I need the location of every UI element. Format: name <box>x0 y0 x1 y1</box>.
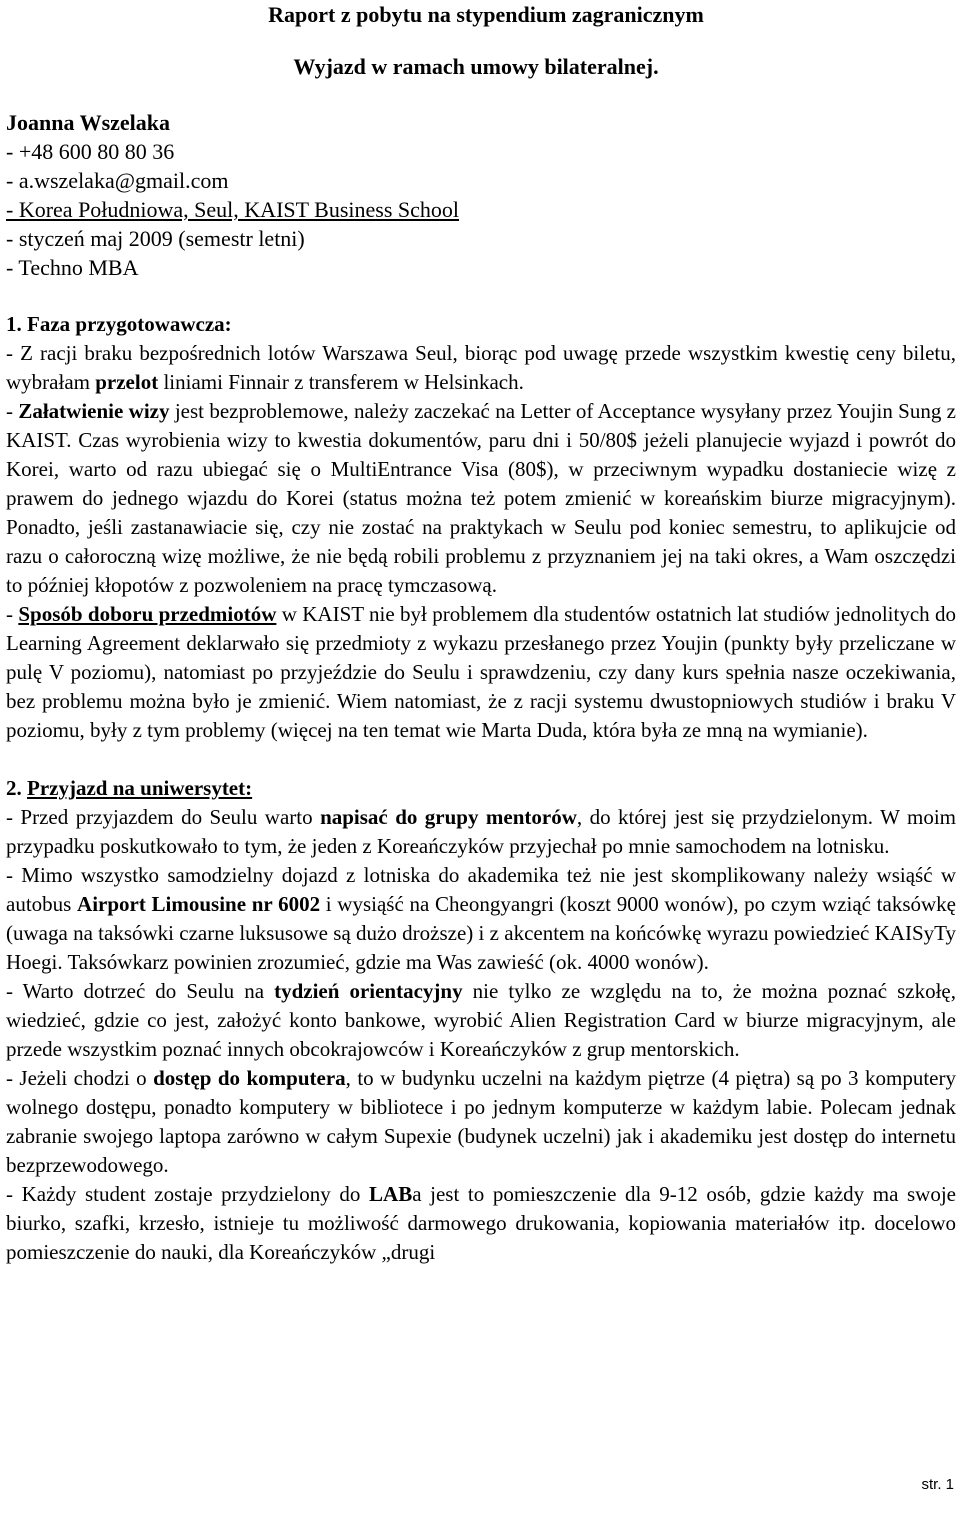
contact-location <box>6 195 606 224</box>
bold-text: Airport Limousine nr 6002 <box>77 892 321 916</box>
section-title-text: Przyjazd na uniwersytet: <box>27 776 253 800</box>
text: - Mimo wszystko samodzielny dojazd z lotniska do akademika też nie jest skomplikowany należy wsiąść w autobus <box>6 863 956 916</box>
text: jest bezproblemowe, należy zaczekać na Letter of Acceptance wysyłany przez Youjin Sung z KAIST. Czas wyrobienia wizy to kwestia dokumentów, paru dni i 50/80$ jeżeli planujecie wyjazd i powrót do Korei, warto od razu ubiegać się o MultiEntrance Visa (80$), w przeciwnym wypadku dostaniecie wizę z prawem do jednego wjazdu do Korei (status można też potem zmienić w koreańskim biurze migracyjnym). Ponadto, jeśli zastanawiacie się, czy nie zostać na praktykach w Seulu pod koniec semestru, to aplikujcie od razu o całoroczną wizę możliwe, że nie będą robili problemu z przyznaniem jej na taki okres, a Wam oszczędzi to później kłopotów z pozwoleniem na pracę tymczasową. <box>6 399 956 597</box>
contact-location-text: - Korea Południowa, Seul, KAIST Business School <box>6 197 460 222</box>
report-body <box>6 310 956 1267</box>
document-title: Raport z pobytu na stypendium zagranicznym <box>268 2 704 27</box>
text: - Warto dotrzeć do Seulu na <box>6 979 275 1003</box>
bold-text: dostęp do komputera <box>153 1066 346 1090</box>
contact-email: - a.wszelaka@gmail.com <box>6 168 229 193</box>
text: - Jeżeli chodzi o <box>6 1066 154 1090</box>
spacer <box>6 745 956 774</box>
section-2-paragraph-lab <box>6 1180 956 1267</box>
section-2-title <box>6 774 956 803</box>
author-name: Joanna Wszelaka <box>6 110 171 135</box>
text: - Każdy student zostaje przydzielony do <box>6 1182 370 1206</box>
bold-text: Załatwienie wizy <box>18 399 170 423</box>
contact-block <box>6 108 606 282</box>
contact-period: - styczeń maj 2009 (semestr letni) <box>6 226 305 251</box>
page-number: str. 1 <box>921 1476 954 1493</box>
text: - <box>6 602 19 626</box>
text: liniami Finnair z transferem w Helsinkach. <box>158 370 524 394</box>
text: a jest to pomieszczenie dla 9-12 osób, gdzie każdy ma swoje biurko, szafki, krzesło, istnieje tu możliwość darmowego drukowania, kopiowania materiałów itp. docelowo pomieszczenie do nauki, dla Koreańczyków „drugi <box>6 1182 956 1264</box>
text: i wysiąść na Cheongyangri (koszt 9000 wonów), po czym wziąć taksówkę (uwaga na taksówki czarne luksusowe są dużo droższe) i z akcentem na końcówkę wyrazu powiedzieć KAISyTy Hoegi. Taksówkarz powinien zrozumieć, gdzie ma Was zawieść (ok. 4000 wonów). <box>6 892 956 974</box>
text: w KAIST nie był problemem dla studentów ostatnich lat studiów jednolitych do Learning Agreement deklarwało się przedmioty z wykazu przesłanego przez Youjin (punkty były przeliczane w pulę V poziomu), natomiast po przyjeździe do Seulu i sprawdzeniu, czy dany kurs spełnia nasze oczekiwania, bez problemu można było je zmienić. Wiem natomiast, że z racji systemu dwustopniowych studiów i braku V poziomu, były z tym problemy (więcej na ten temat wie Marta Duda, która była ze mną na wymianie). <box>6 602 956 742</box>
document-subtitle: Wyjazd w ramach umowy bilateralnej. <box>293 54 659 79</box>
bold-text: napisać do grupy mentorów <box>320 805 577 829</box>
text: - <box>6 399 19 423</box>
text: , do której jest się przydzielonym. W moim przypadku poskutkowało to tym, że jeden z Koreańczyków przyjechał po mnie samochodem na lotnisku. <box>6 805 956 858</box>
bold-text: LAB <box>369 1182 413 1206</box>
section-1-title: 1. Faza przygotowawcza: <box>6 312 232 336</box>
section-2-paragraph-computers <box>6 1064 956 1180</box>
text: , to w budynku uczelni na każdym piętrze (4 piętra) są po 3 komputery wolnego dostępu, ponadto komputery w bibliotece i po jednym komputerze w każdym labie. Polecam jednak zabranie swojego laptopa zarówno w całym Supexie (budynek uczelni) jak i akademiku jest dostęp do internetu bezprzewodowego. <box>6 1066 956 1177</box>
text: - Przed przyjazdem do Seulu warto <box>6 805 321 829</box>
bold-text: Sposób doboru przedmiotów <box>18 602 277 626</box>
contact-program: - Techno MBA <box>6 255 139 280</box>
section-2-paragraph-mentors <box>6 803 956 861</box>
text: - Z racji braku bezpośrednich lotów Warszawa Seul, biorąc pod uwagę przede wszystkim kwestię ceny biletu, wybrałam <box>6 341 956 394</box>
bold-text: przelot <box>95 370 159 394</box>
section-1-paragraph-flight <box>6 339 956 397</box>
bold-text: tydzień orientacyjny <box>274 979 463 1003</box>
section-number: 2. <box>6 776 27 800</box>
section-1-paragraph-visa <box>6 397 956 600</box>
section-1-paragraph-courses <box>6 600 956 745</box>
section-2-paragraph-airport <box>6 861 956 977</box>
section-2-paragraph-orientation <box>6 977 956 1064</box>
text: nie tylko ze względu na to, że można poznać szkołę, wiedzieć, gdzie co jest, założyć konto bankowe, wyrobić Alien Registration Card w biurze migracyjnym, ale przede wszystkim poznać innych obcokrajowców i Koreańczyków z grup mentorskich. <box>6 979 956 1061</box>
contact-phone: - +48 600 80 80 36 <box>6 139 175 164</box>
